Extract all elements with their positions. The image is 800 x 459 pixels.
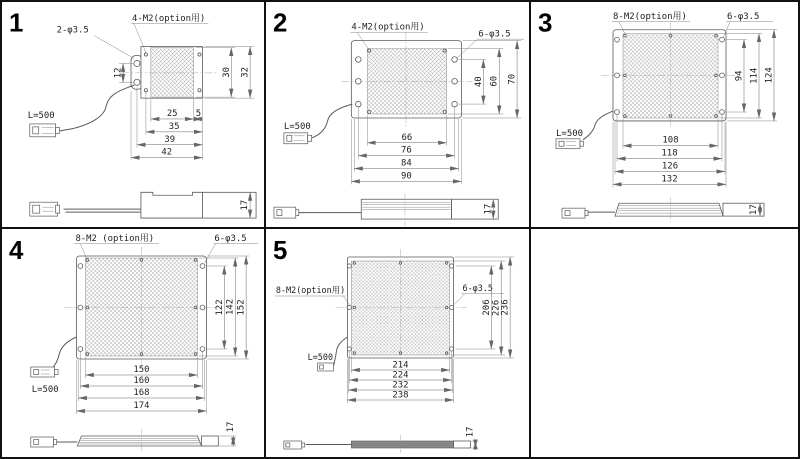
panel-4-side-view xyxy=(31,422,236,453)
panel-1-drawing xyxy=(2,2,264,227)
panel-5-side-view xyxy=(284,427,479,453)
panel-5 xyxy=(266,229,531,457)
phi-leader-line xyxy=(94,36,134,59)
connector xyxy=(31,367,58,377)
svg-text:238: 238 xyxy=(392,390,409,401)
svg-text:224: 224 xyxy=(392,370,409,381)
svg-text:126: 126 xyxy=(661,161,679,172)
m2-leader-line xyxy=(275,296,350,306)
side-connector xyxy=(284,441,305,449)
empty-cell xyxy=(531,229,798,457)
side-connector xyxy=(562,208,588,218)
phi-hole-label: 6-φ3.5 xyxy=(214,233,247,245)
dim-right-40 xyxy=(459,59,487,104)
panel-5-drawing xyxy=(266,229,529,457)
panel-number: 3 xyxy=(538,9,553,38)
panel-2 xyxy=(266,2,531,229)
svg-text:174: 174 xyxy=(133,400,150,412)
svg-text:76: 76 xyxy=(401,145,412,156)
svg-text:152: 152 xyxy=(236,299,247,316)
panel-4-drawing xyxy=(2,229,264,457)
svg-text:17: 17 xyxy=(483,203,494,215)
side-cable xyxy=(64,209,141,212)
svg-text:236: 236 xyxy=(500,299,511,316)
panel-number: 5 xyxy=(272,236,288,266)
m2-hole-label: 8-M2(option用) xyxy=(275,284,346,296)
cable-length-label: L=500 xyxy=(556,128,584,139)
phi-hole-label: 6-φ3.5 xyxy=(727,11,760,22)
svg-text:60: 60 xyxy=(489,75,500,87)
panel-1-side-view xyxy=(30,192,256,218)
dims-bottom xyxy=(351,107,461,184)
dim-left-12 xyxy=(114,63,133,82)
svg-text:30: 30 xyxy=(221,67,232,78)
svg-text:17: 17 xyxy=(748,204,760,216)
cable-length-label: L=500 xyxy=(283,121,311,132)
cable xyxy=(60,85,134,131)
cable-length-label: L=500 xyxy=(31,384,59,396)
dim-right-94 xyxy=(726,40,747,112)
panel-3-side-view xyxy=(562,197,764,222)
svg-text:94: 94 xyxy=(734,70,745,82)
side-profile xyxy=(351,441,453,448)
panel-5-top-view xyxy=(275,249,514,403)
panel-2-top-view xyxy=(284,22,524,185)
panel-1 xyxy=(2,2,266,229)
panel-number: 4 xyxy=(8,236,24,266)
svg-text:214: 214 xyxy=(392,360,409,371)
svg-text:160: 160 xyxy=(133,375,150,387)
side-connector xyxy=(31,437,57,447)
svg-text:206: 206 xyxy=(481,299,492,316)
connector xyxy=(284,133,312,144)
phi-leader-line xyxy=(204,244,258,264)
side-connector xyxy=(274,207,299,218)
svg-text:70: 70 xyxy=(507,73,518,85)
connector xyxy=(30,124,60,137)
svg-text:17: 17 xyxy=(465,426,476,438)
svg-text:40: 40 xyxy=(473,76,484,88)
cable-length-label: L=500 xyxy=(27,110,55,121)
side-profile-right xyxy=(454,441,471,448)
svg-text:90: 90 xyxy=(401,171,412,182)
m2-hole-label: 4-M2(option用) xyxy=(132,13,206,24)
svg-text:108: 108 xyxy=(662,135,679,146)
svg-text:84: 84 xyxy=(401,158,412,169)
cable-length-label: L=500 xyxy=(307,351,334,363)
cable xyxy=(583,111,613,140)
panel-3-top-view xyxy=(556,11,777,187)
phi-leader-line xyxy=(723,21,773,37)
m2-hole-label: 8-M2(option用) xyxy=(613,11,687,22)
dim-thickness-17 xyxy=(219,422,236,446)
body-outline xyxy=(131,47,202,99)
svg-text:150: 150 xyxy=(133,364,150,376)
svg-text:124: 124 xyxy=(764,67,775,84)
side-profile xyxy=(141,192,203,218)
svg-text:35: 35 xyxy=(168,121,180,132)
m2-hole-label: 4-M2(option用) xyxy=(351,22,425,33)
svg-text:142: 142 xyxy=(225,298,236,316)
panel-4 xyxy=(2,229,266,457)
m2-hole-label: 8-M2 (option用) xyxy=(75,233,155,245)
svg-text:17: 17 xyxy=(240,199,251,211)
svg-text:17: 17 xyxy=(226,421,237,433)
svg-text:32: 32 xyxy=(240,67,251,78)
cable xyxy=(333,337,347,366)
connector xyxy=(556,139,584,149)
phi-hole-label: 2-φ3.5 xyxy=(56,25,89,36)
panel-3-drawing xyxy=(531,2,798,227)
svg-text:226: 226 xyxy=(491,299,502,317)
phi-leader-line xyxy=(457,39,524,58)
connector xyxy=(318,363,334,371)
svg-text:5: 5 xyxy=(195,108,202,119)
side-connector xyxy=(30,202,60,216)
svg-text:122: 122 xyxy=(214,299,225,316)
dims-bottom xyxy=(347,352,453,403)
svg-text:12: 12 xyxy=(113,67,124,79)
svg-text:168: 168 xyxy=(133,387,150,399)
side-profile xyxy=(77,436,201,446)
phi-hole-label: 6-φ3.5 xyxy=(478,29,511,40)
side-profile-right xyxy=(201,436,218,446)
panel-4-top-view xyxy=(31,233,258,414)
side-profile xyxy=(615,203,723,216)
svg-text:232: 232 xyxy=(392,380,409,391)
panel-3 xyxy=(531,2,798,229)
panel-1-top-view xyxy=(28,13,254,160)
svg-text:132: 132 xyxy=(661,174,678,185)
phi-hole-label: 6-φ3.5 xyxy=(462,282,493,294)
svg-text:42: 42 xyxy=(161,147,173,158)
dim-right-226 xyxy=(451,261,506,355)
svg-text:39: 39 xyxy=(164,134,176,145)
dims-bottom xyxy=(613,115,726,187)
dim-thickness-17 xyxy=(749,203,760,216)
svg-text:114: 114 xyxy=(749,67,760,84)
svg-text:25: 25 xyxy=(166,108,178,119)
svg-text:118: 118 xyxy=(661,148,678,159)
cable xyxy=(312,104,353,138)
panel-number: 1 xyxy=(8,9,24,38)
panel-2-drawing xyxy=(266,2,529,227)
cable xyxy=(52,337,77,369)
svg-text:66: 66 xyxy=(401,132,413,143)
panel-2-side-view xyxy=(274,193,498,226)
panel-number: 2 xyxy=(272,9,288,38)
